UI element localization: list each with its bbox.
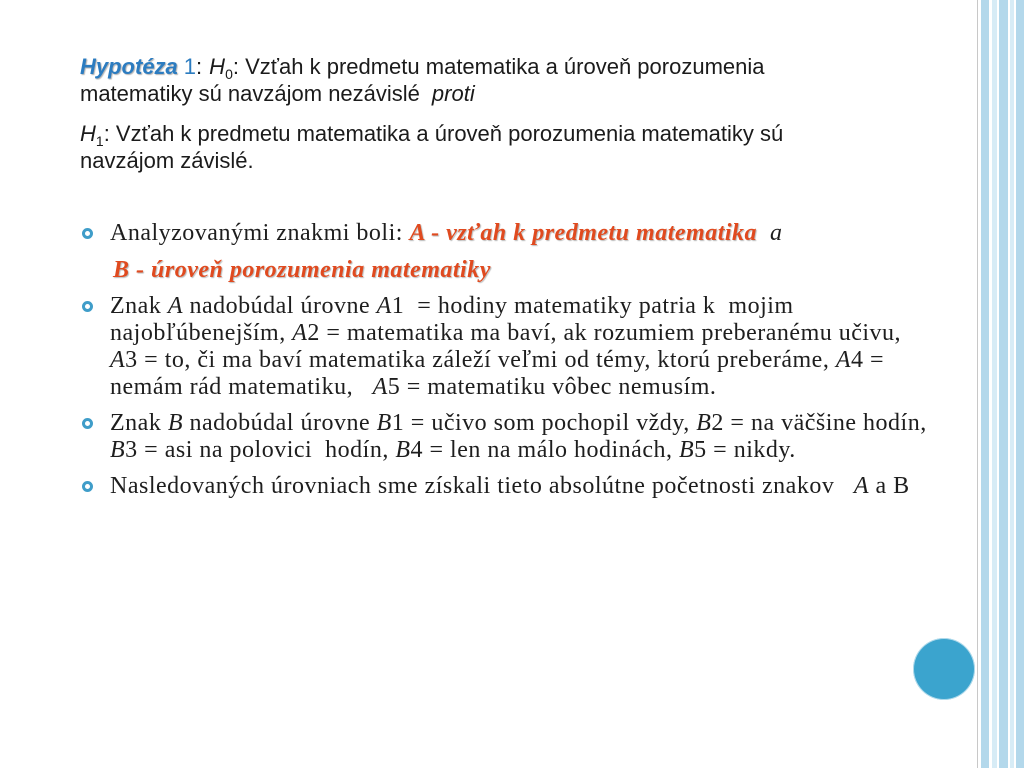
bullet-item-sign-a-levels — [110, 293, 927, 401]
variable-a-definition: A - vzťah k predmetu matematika — [409, 220, 758, 246]
stripe — [1010, 0, 1014, 768]
h1-line-2 — [80, 147, 783, 174]
h0-line-2 — [80, 80, 783, 107]
variable-letter: B — [678, 437, 695, 463]
decorative-circle — [913, 638, 975, 700]
h0-symbol: H — [209, 54, 226, 79]
variable-letter: A — [110, 347, 126, 373]
conjunction: a — [757, 220, 783, 246]
h0-statement-part-2: matematiky sú navzájom nezávislé — [80, 81, 420, 106]
bullet-icon — [82, 301, 93, 312]
bullet-line — [110, 374, 927, 401]
bullet-text-run: a B — [868, 473, 910, 499]
bullet-line — [110, 347, 927, 374]
bullet-text-run: Znak — [110, 293, 168, 319]
bullet-line — [110, 320, 927, 347]
bullet-text-run: nadobúdal úrovne — [182, 293, 377, 319]
level-description: 2 = matematika ma baví, ak rozumiem preberanému učivu, — [307, 320, 902, 346]
variable-letter: B — [167, 410, 183, 436]
variable-letter: B — [110, 437, 126, 463]
bullet-list — [110, 220, 927, 500]
h1-symbol: H — [80, 121, 96, 146]
h0-line-1 — [80, 53, 783, 80]
bullet-line — [110, 437, 927, 464]
h1-statement-part-2: navzájom závislé. — [80, 148, 254, 173]
stripe — [1016, 0, 1024, 768]
level-description: 5 = matematiku vôbec nemusím. — [387, 374, 717, 400]
decorative-stripes — [976, 0, 1024, 768]
hypothesis-colon: : — [196, 54, 203, 79]
bullet-line — [110, 473, 927, 500]
bullet-text-run: nadobúdal úrovne — [182, 410, 377, 436]
variable-letter: A — [167, 293, 183, 319]
level-description: 3 = to, či ma baví matematika záleží veľmi od témy, ktorú preberáme, — [125, 347, 836, 373]
bullet-text-run: Analyzovanými znakmi boli: — [110, 220, 410, 246]
variable-b-definition: B - úroveň porozumenia matematiky — [113, 257, 491, 283]
stripe — [992, 0, 997, 768]
bullet-text-run: Nasledovaných úrovniach sme získali tieto absolútne početnosti znakov — [110, 473, 854, 499]
variable-letter: A — [376, 293, 392, 319]
stripe — [999, 0, 1008, 768]
hypothesis-block — [80, 53, 783, 174]
h0-statement-part-1: : Vzťah k predmetu matematika a úroveň porozumenia — [232, 54, 765, 79]
variable-letter: A — [372, 374, 388, 400]
versus-connector: proti — [431, 81, 475, 106]
level-description: 4 = len na málo hodinách, — [410, 437, 679, 463]
variable-letter: A — [292, 320, 308, 346]
bullet-text-run: najobľúbenejším, — [110, 320, 293, 346]
h1-subscript: 1 — [95, 133, 104, 149]
bullet-text-run: nemám rád matematiku, — [110, 374, 373, 400]
bullet-line — [110, 410, 927, 437]
level-description: 1 = učivo som pochopil vždy, — [391, 410, 697, 436]
stripe — [981, 0, 989, 768]
hypothesis-label: Hypotéza — [80, 54, 178, 79]
stripe-divider — [977, 0, 978, 768]
variable-letter: B — [696, 410, 712, 436]
h0-subscript: 0 — [225, 66, 233, 82]
level-description: 5 = nikdy. — [694, 437, 796, 463]
bullet-text-run: Znak — [110, 410, 168, 436]
bullet-line — [110, 293, 927, 320]
bullet-item-sign-b-levels — [110, 410, 927, 464]
variable-letter: B — [376, 410, 392, 436]
bullet-icon — [82, 418, 93, 429]
level-description: 1 = hodiny matematiky patria k mojim — [391, 293, 794, 319]
bullet-item-frequencies — [110, 473, 927, 500]
variable-letter: A — [835, 347, 851, 373]
level-description: 2 = na väčšine hodín, — [711, 410, 927, 436]
bullet-icon — [82, 228, 93, 239]
bullet-item-variables — [110, 220, 927, 247]
variable-letter: A — [853, 473, 869, 499]
level-description: 4 = — [851, 347, 885, 373]
bullet-line — [113, 257, 927, 284]
h1-line-1 — [80, 120, 783, 147]
h1-statement-part-1: : Vzťah k predmetu matematika a úroveň porozumenia matematiky sú — [103, 121, 784, 146]
level-description: 3 = asi na polovici hodín, — [125, 437, 396, 463]
hypothesis-number: 1 — [183, 54, 197, 79]
bullet-icon — [82, 481, 93, 492]
bullet-continuation — [110, 257, 927, 284]
bullet-line — [110, 220, 927, 247]
variable-letter: B — [395, 437, 411, 463]
